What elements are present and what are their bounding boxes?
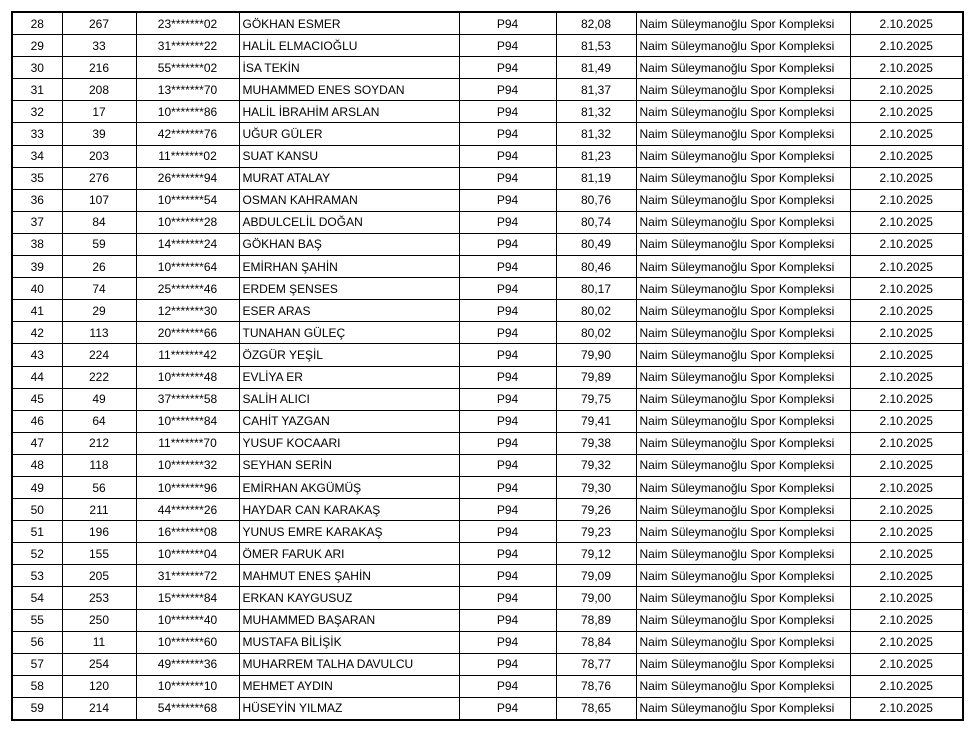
- athlete-number-cell: 254: [62, 653, 136, 675]
- category-cell: P94: [459, 653, 556, 675]
- date-cell: 2.10.2025: [850, 476, 963, 498]
- athlete-number-cell: 64: [62, 410, 136, 432]
- id-number-cell: 10*******84: [136, 410, 239, 432]
- date-cell: 2.10.2025: [850, 631, 963, 653]
- rank-cell: 40: [12, 278, 62, 300]
- id-number-cell: 10*******48: [136, 366, 239, 388]
- athlete-number-cell: 11: [62, 631, 136, 653]
- venue-cell: Naim Süleymanoğlu Spor Kompleksi: [636, 454, 850, 476]
- venue-cell: Naim Süleymanoğlu Spor Kompleksi: [636, 631, 850, 653]
- name-cell: YUSUF KOCAARI: [239, 432, 459, 454]
- id-number-cell: 14*******24: [136, 233, 239, 255]
- rank-cell: 34: [12, 145, 62, 167]
- name-cell: ERDEM ŞENSES: [239, 278, 459, 300]
- name-cell: MUHAMMED BAŞARAN: [239, 609, 459, 631]
- category-cell: P94: [459, 211, 556, 233]
- name-cell: ERKAN KAYGUSUZ: [239, 587, 459, 609]
- id-number-cell: 11*******42: [136, 344, 239, 366]
- athlete-number-cell: 56: [62, 476, 136, 498]
- date-cell: 2.10.2025: [850, 278, 963, 300]
- rank-cell: 52: [12, 543, 62, 565]
- venue-cell: Naim Süleymanoğlu Spor Kompleksi: [636, 344, 850, 366]
- id-number-cell: 10*******60: [136, 631, 239, 653]
- venue-cell: Naim Süleymanoğlu Spor Kompleksi: [636, 653, 850, 675]
- athlete-number-cell: 212: [62, 432, 136, 454]
- name-cell: EMİRHAN ŞAHİN: [239, 256, 459, 278]
- date-cell: 2.10.2025: [850, 189, 963, 211]
- table-row: [12, 366, 963, 388]
- table-row: [12, 521, 963, 543]
- category-cell: P94: [459, 123, 556, 145]
- category-cell: P94: [459, 167, 556, 189]
- date-cell: 2.10.2025: [850, 388, 963, 410]
- name-cell: SALİH ALICI: [239, 388, 459, 410]
- date-cell: 2.10.2025: [850, 79, 963, 101]
- name-cell: GÖKHAN BAŞ: [239, 233, 459, 255]
- table-row: [12, 278, 963, 300]
- rank-cell: 32: [12, 101, 62, 123]
- category-cell: P94: [459, 675, 556, 697]
- date-cell: 2.10.2025: [850, 256, 963, 278]
- rank-cell: 39: [12, 256, 62, 278]
- id-number-cell: 44*******26: [136, 499, 239, 521]
- table-row: [12, 499, 963, 521]
- name-cell: ÖZGÜR YEŞİL: [239, 344, 459, 366]
- athlete-number-cell: 39: [62, 123, 136, 145]
- score-cell: 81,37: [556, 79, 636, 101]
- date-cell: 2.10.2025: [850, 454, 963, 476]
- category-cell: P94: [459, 322, 556, 344]
- score-cell: 80,46: [556, 256, 636, 278]
- id-number-cell: 49*******36: [136, 653, 239, 675]
- id-number-cell: 20*******66: [136, 322, 239, 344]
- date-cell: 2.10.2025: [850, 432, 963, 454]
- venue-cell: Naim Süleymanoğlu Spor Kompleksi: [636, 101, 850, 123]
- venue-cell: Naim Süleymanoğlu Spor Kompleksi: [636, 366, 850, 388]
- name-cell: SEYHAN SERİN: [239, 454, 459, 476]
- date-cell: 2.10.2025: [850, 410, 963, 432]
- rank-cell: 44: [12, 366, 62, 388]
- id-number-cell: 10*******04: [136, 543, 239, 565]
- id-number-cell: 31*******22: [136, 35, 239, 57]
- score-cell: 80,74: [556, 211, 636, 233]
- table-row: [12, 256, 963, 278]
- id-number-cell: 10*******32: [136, 454, 239, 476]
- athlete-number-cell: 74: [62, 278, 136, 300]
- venue-cell: Naim Süleymanoğlu Spor Kompleksi: [636, 12, 850, 35]
- date-cell: 2.10.2025: [850, 12, 963, 35]
- rank-cell: 43: [12, 344, 62, 366]
- venue-cell: Naim Süleymanoğlu Spor Kompleksi: [636, 189, 850, 211]
- name-cell: MUHARREM TALHA DAVULCU: [239, 653, 459, 675]
- score-cell: 79,89: [556, 366, 636, 388]
- athlete-number-cell: 29: [62, 300, 136, 322]
- id-number-cell: 15*******84: [136, 587, 239, 609]
- athlete-number-cell: 84: [62, 211, 136, 233]
- name-cell: MUHAMMED ENES SOYDAN: [239, 79, 459, 101]
- athlete-number-cell: 224: [62, 344, 136, 366]
- athlete-number-cell: 107: [62, 189, 136, 211]
- id-number-cell: 55*******02: [136, 57, 239, 79]
- athlete-number-cell: 211: [62, 499, 136, 521]
- name-cell: EMİRHAN AKGÜMÜŞ: [239, 476, 459, 498]
- score-cell: 81,23: [556, 145, 636, 167]
- venue-cell: Naim Süleymanoğlu Spor Kompleksi: [636, 57, 850, 79]
- score-cell: 80,76: [556, 189, 636, 211]
- venue-cell: Naim Süleymanoğlu Spor Kompleksi: [636, 543, 850, 565]
- date-cell: 2.10.2025: [850, 233, 963, 255]
- category-cell: P94: [459, 388, 556, 410]
- date-cell: 2.10.2025: [850, 145, 963, 167]
- date-cell: 2.10.2025: [850, 123, 963, 145]
- id-number-cell: 11*******70: [136, 432, 239, 454]
- date-cell: 2.10.2025: [850, 697, 963, 720]
- venue-cell: Naim Süleymanoğlu Spor Kompleksi: [636, 167, 850, 189]
- rank-cell: 28: [12, 12, 62, 35]
- athlete-number-cell: 267: [62, 12, 136, 35]
- athlete-number-cell: 26: [62, 256, 136, 278]
- venue-cell: Naim Süleymanoğlu Spor Kompleksi: [636, 521, 850, 543]
- category-cell: P94: [459, 410, 556, 432]
- date-cell: 2.10.2025: [850, 322, 963, 344]
- rank-cell: 41: [12, 300, 62, 322]
- score-cell: 81,19: [556, 167, 636, 189]
- table-row: [12, 233, 963, 255]
- table-row: [12, 432, 963, 454]
- athlete-number-cell: 113: [62, 322, 136, 344]
- category-cell: P94: [459, 35, 556, 57]
- venue-cell: Naim Süleymanoğlu Spor Kompleksi: [636, 233, 850, 255]
- id-number-cell: 37*******58: [136, 388, 239, 410]
- athlete-number-cell: 196: [62, 521, 136, 543]
- rank-cell: 59: [12, 697, 62, 720]
- name-cell: MURAT ATALAY: [239, 167, 459, 189]
- table-row: [12, 565, 963, 587]
- name-cell: MUSTAFA BİLİŞİK: [239, 631, 459, 653]
- id-number-cell: 10*******64: [136, 256, 239, 278]
- rank-cell: 35: [12, 167, 62, 189]
- rank-cell: 55: [12, 609, 62, 631]
- date-cell: 2.10.2025: [850, 35, 963, 57]
- name-cell: ÖMER FARUK ARI: [239, 543, 459, 565]
- date-cell: 2.10.2025: [850, 300, 963, 322]
- name-cell: TUNAHAN GÜLEÇ: [239, 322, 459, 344]
- score-cell: 79,75: [556, 388, 636, 410]
- rank-cell: 57: [12, 653, 62, 675]
- category-cell: P94: [459, 278, 556, 300]
- athlete-number-cell: 205: [62, 565, 136, 587]
- table-row: [12, 454, 963, 476]
- date-cell: 2.10.2025: [850, 675, 963, 697]
- athlete-number-cell: 214: [62, 697, 136, 720]
- name-cell: HALİL ELMACIOĞLU: [239, 35, 459, 57]
- athlete-number-cell: 120: [62, 675, 136, 697]
- score-cell: 79,00: [556, 587, 636, 609]
- table-row: [12, 300, 963, 322]
- rank-cell: 50: [12, 499, 62, 521]
- category-cell: P94: [459, 366, 556, 388]
- id-number-cell: 10*******96: [136, 476, 239, 498]
- date-cell: 2.10.2025: [850, 653, 963, 675]
- name-cell: HAYDAR CAN KARAKAŞ: [239, 499, 459, 521]
- score-cell: 80,02: [556, 300, 636, 322]
- name-cell: HALİL İBRAHİM ARSLAN: [239, 101, 459, 123]
- venue-cell: Naim Süleymanoğlu Spor Kompleksi: [636, 697, 850, 720]
- table-row: [12, 167, 963, 189]
- table-row: [12, 123, 963, 145]
- score-cell: 81,49: [556, 57, 636, 79]
- id-number-cell: 10*******40: [136, 609, 239, 631]
- table-row: [12, 189, 963, 211]
- table-row: [12, 211, 963, 233]
- venue-cell: Naim Süleymanoğlu Spor Kompleksi: [636, 300, 850, 322]
- score-cell: 80,49: [556, 233, 636, 255]
- name-cell: SUAT KANSU: [239, 145, 459, 167]
- name-cell: UĞUR GÜLER: [239, 123, 459, 145]
- rank-cell: 54: [12, 587, 62, 609]
- name-cell: ESER ARAS: [239, 300, 459, 322]
- name-cell: MEHMET AYDIN: [239, 675, 459, 697]
- category-cell: P94: [459, 543, 556, 565]
- id-number-cell: 10*******10: [136, 675, 239, 697]
- category-cell: P94: [459, 476, 556, 498]
- score-cell: 79,30: [556, 476, 636, 498]
- rank-cell: 37: [12, 211, 62, 233]
- table-row: [12, 35, 963, 57]
- category-cell: P94: [459, 300, 556, 322]
- rank-cell: 33: [12, 123, 62, 145]
- date-cell: 2.10.2025: [850, 344, 963, 366]
- category-cell: P94: [459, 499, 556, 521]
- rank-cell: 42: [12, 322, 62, 344]
- table-row: [12, 697, 963, 720]
- rank-cell: 45: [12, 388, 62, 410]
- id-number-cell: 31*******72: [136, 565, 239, 587]
- venue-cell: Naim Süleymanoğlu Spor Kompleksi: [636, 499, 850, 521]
- date-cell: 2.10.2025: [850, 499, 963, 521]
- name-cell: EVLİYA ER: [239, 366, 459, 388]
- name-cell: ABDULCELİL DOĞAN: [239, 211, 459, 233]
- date-cell: 2.10.2025: [850, 565, 963, 587]
- id-number-cell: 23*******02: [136, 12, 239, 35]
- score-cell: 78,76: [556, 675, 636, 697]
- table-row: [12, 145, 963, 167]
- athlete-number-cell: 33: [62, 35, 136, 57]
- id-number-cell: 42*******76: [136, 123, 239, 145]
- rank-cell: 48: [12, 454, 62, 476]
- category-cell: P94: [459, 101, 556, 123]
- id-number-cell: 13*******70: [136, 79, 239, 101]
- table-row: [12, 344, 963, 366]
- score-cell: 78,77: [556, 653, 636, 675]
- category-cell: P94: [459, 344, 556, 366]
- score-cell: 79,09: [556, 565, 636, 587]
- rank-cell: 49: [12, 476, 62, 498]
- name-cell: MAHMUT ENES ŞAHİN: [239, 565, 459, 587]
- date-cell: 2.10.2025: [850, 587, 963, 609]
- rank-cell: 58: [12, 675, 62, 697]
- table-row: [12, 587, 963, 609]
- venue-cell: Naim Süleymanoğlu Spor Kompleksi: [636, 675, 850, 697]
- score-cell: 78,89: [556, 609, 636, 631]
- id-number-cell: 11*******02: [136, 145, 239, 167]
- athlete-number-cell: 208: [62, 79, 136, 101]
- table-row: [12, 79, 963, 101]
- category-cell: P94: [459, 609, 556, 631]
- rank-cell: 29: [12, 35, 62, 57]
- date-cell: 2.10.2025: [850, 211, 963, 233]
- table-row: [12, 388, 963, 410]
- table-row: [12, 476, 963, 498]
- score-cell: 79,32: [556, 454, 636, 476]
- table-row: [12, 322, 963, 344]
- category-cell: P94: [459, 145, 556, 167]
- category-cell: P94: [459, 256, 556, 278]
- table-row: [12, 609, 963, 631]
- results-table-container: [11, 11, 964, 721]
- results-table-body: [12, 12, 963, 720]
- venue-cell: Naim Süleymanoğlu Spor Kompleksi: [636, 609, 850, 631]
- date-cell: 2.10.2025: [850, 543, 963, 565]
- category-cell: P94: [459, 432, 556, 454]
- id-number-cell: 10*******86: [136, 101, 239, 123]
- score-cell: 81,32: [556, 101, 636, 123]
- date-cell: 2.10.2025: [850, 521, 963, 543]
- venue-cell: Naim Süleymanoğlu Spor Kompleksi: [636, 35, 850, 57]
- name-cell: OSMAN KAHRAMAN: [239, 189, 459, 211]
- athlete-number-cell: 253: [62, 587, 136, 609]
- score-cell: 82,08: [556, 12, 636, 35]
- athlete-number-cell: 250: [62, 609, 136, 631]
- venue-cell: Naim Süleymanoğlu Spor Kompleksi: [636, 123, 850, 145]
- category-cell: P94: [459, 631, 556, 653]
- rank-cell: 30: [12, 57, 62, 79]
- table-row: [12, 12, 963, 35]
- name-cell: CAHİT YAZGAN: [239, 410, 459, 432]
- score-cell: 79,90: [556, 344, 636, 366]
- category-cell: P94: [459, 57, 556, 79]
- table-row: [12, 101, 963, 123]
- venue-cell: Naim Süleymanoğlu Spor Kompleksi: [636, 565, 850, 587]
- rank-cell: 53: [12, 565, 62, 587]
- athlete-number-cell: 59: [62, 233, 136, 255]
- score-cell: 79,26: [556, 499, 636, 521]
- rank-cell: 31: [12, 79, 62, 101]
- athlete-number-cell: 216: [62, 57, 136, 79]
- category-cell: P94: [459, 12, 556, 35]
- venue-cell: Naim Süleymanoğlu Spor Kompleksi: [636, 145, 850, 167]
- rank-cell: 47: [12, 432, 62, 454]
- score-cell: 79,41: [556, 410, 636, 432]
- rank-cell: 46: [12, 410, 62, 432]
- id-number-cell: 16*******08: [136, 521, 239, 543]
- table-row: [12, 631, 963, 653]
- venue-cell: Naim Süleymanoğlu Spor Kompleksi: [636, 278, 850, 300]
- date-cell: 2.10.2025: [850, 609, 963, 631]
- id-number-cell: 10*******28: [136, 211, 239, 233]
- venue-cell: Naim Süleymanoğlu Spor Kompleksi: [636, 410, 850, 432]
- category-cell: P94: [459, 587, 556, 609]
- score-cell: 78,65: [556, 697, 636, 720]
- score-cell: 79,23: [556, 521, 636, 543]
- athlete-number-cell: 49: [62, 388, 136, 410]
- athlete-number-cell: 155: [62, 543, 136, 565]
- rank-cell: 51: [12, 521, 62, 543]
- rank-cell: 56: [12, 631, 62, 653]
- category-cell: P94: [459, 565, 556, 587]
- category-cell: P94: [459, 79, 556, 101]
- venue-cell: Naim Süleymanoğlu Spor Kompleksi: [636, 432, 850, 454]
- venue-cell: Naim Süleymanoğlu Spor Kompleksi: [636, 79, 850, 101]
- venue-cell: Naim Süleymanoğlu Spor Kompleksi: [636, 388, 850, 410]
- category-cell: P94: [459, 233, 556, 255]
- results-table: [11, 11, 964, 721]
- category-cell: P94: [459, 454, 556, 476]
- table-row: [12, 653, 963, 675]
- athlete-number-cell: 276: [62, 167, 136, 189]
- id-number-cell: 12*******30: [136, 300, 239, 322]
- score-cell: 79,38: [556, 432, 636, 454]
- id-number-cell: 25*******46: [136, 278, 239, 300]
- score-cell: 79,12: [556, 543, 636, 565]
- score-cell: 81,53: [556, 35, 636, 57]
- table-row: [12, 543, 963, 565]
- athlete-number-cell: 222: [62, 366, 136, 388]
- rank-cell: 36: [12, 189, 62, 211]
- id-number-cell: 26*******94: [136, 167, 239, 189]
- venue-cell: Naim Süleymanoğlu Spor Kompleksi: [636, 476, 850, 498]
- venue-cell: Naim Süleymanoğlu Spor Kompleksi: [636, 256, 850, 278]
- table-row: [12, 410, 963, 432]
- id-number-cell: 54*******68: [136, 697, 239, 720]
- venue-cell: Naim Süleymanoğlu Spor Kompleksi: [636, 322, 850, 344]
- name-cell: YUNUS EMRE KARAKAŞ: [239, 521, 459, 543]
- date-cell: 2.10.2025: [850, 101, 963, 123]
- name-cell: İSA TEKİN: [239, 57, 459, 79]
- athlete-number-cell: 17: [62, 101, 136, 123]
- score-cell: 80,02: [556, 322, 636, 344]
- date-cell: 2.10.2025: [850, 167, 963, 189]
- table-row: [12, 675, 963, 697]
- name-cell: HÜSEYİN YILMAZ: [239, 697, 459, 720]
- date-cell: 2.10.2025: [850, 366, 963, 388]
- category-cell: P94: [459, 189, 556, 211]
- rank-cell: 38: [12, 233, 62, 255]
- venue-cell: Naim Süleymanoğlu Spor Kompleksi: [636, 211, 850, 233]
- venue-cell: Naim Süleymanoğlu Spor Kompleksi: [636, 587, 850, 609]
- athlete-number-cell: 203: [62, 145, 136, 167]
- score-cell: 81,32: [556, 123, 636, 145]
- table-row: [12, 57, 963, 79]
- score-cell: 80,17: [556, 278, 636, 300]
- category-cell: P94: [459, 697, 556, 720]
- athlete-number-cell: 118: [62, 454, 136, 476]
- score-cell: 78,84: [556, 631, 636, 653]
- category-cell: P94: [459, 521, 556, 543]
- id-number-cell: 10*******54: [136, 189, 239, 211]
- date-cell: 2.10.2025: [850, 57, 963, 79]
- name-cell: GÖKHAN ESMER: [239, 12, 459, 35]
